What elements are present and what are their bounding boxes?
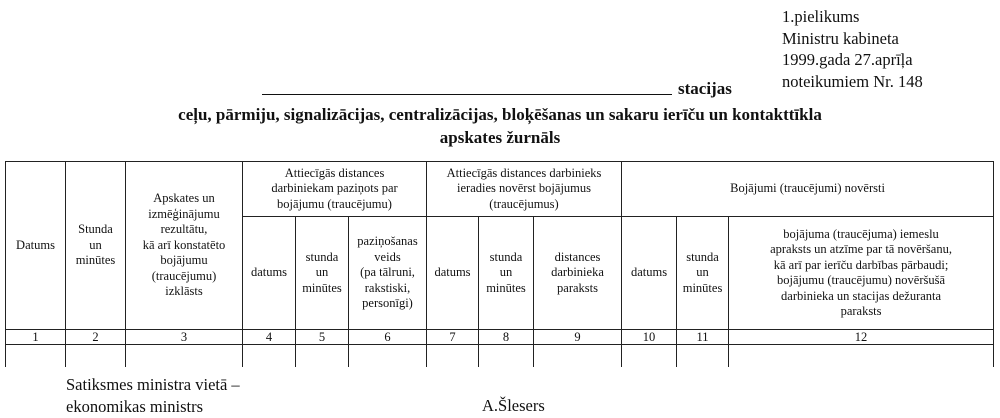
- journal-title: ceļu, pārmiju, signalizācijas, centralizācijas, bloķēšanas un sakaru ierīču un kontakttīkla: [178, 105, 822, 124]
- annex-date: 1999.gada 27.aprīļa: [782, 50, 913, 69]
- header-fault-description: bojājuma (traucējuma) iemeslu apraksts un atzīme par tā novēršanu, kā arī par ierīču darbības pārbaudi; bojājumu (traucējumu) novēršušā darbinieka un stacijas dežuranta paraksts: [729, 217, 994, 330]
- header-notification-method: paziņošanas veids (pa tālruni, rakstiski, personīgi): [349, 217, 427, 330]
- column-number: 6: [349, 330, 427, 345]
- signatory-position-line2: ekonomikas ministrs: [66, 397, 204, 416]
- signatory-position-line1: Satiksmes ministra vietā –: [66, 375, 240, 394]
- station-label: stacijas: [678, 79, 732, 98]
- annex-regulation-number: noteikumiem Nr. 148: [782, 71, 923, 91]
- empty-cell: [296, 345, 349, 368]
- empty-cell: [534, 345, 622, 368]
- header-fixed-date: datums: [622, 217, 677, 330]
- annex-reference: [782, 6, 923, 92]
- annex-issuer: Ministru kabineta: [782, 28, 899, 48]
- header-date: Datums: [6, 162, 66, 330]
- header-notified-date: datums: [243, 217, 296, 330]
- header-arrived-date: datums: [427, 217, 479, 330]
- empty-cell: [126, 345, 243, 368]
- header-group-arrived: Attiecīgās distances darbinieks ieradies novērst bojājumus (traucējumus): [427, 162, 622, 217]
- inspection-journal-table: [5, 161, 994, 367]
- column-number: 1: [6, 330, 66, 345]
- header-worker-signature: distances darbinieka paraksts: [534, 217, 622, 330]
- empty-cell: [677, 345, 729, 368]
- empty-cell: [66, 345, 126, 368]
- journal-subtitle: apskates žurnāls: [439, 128, 561, 147]
- station-name-blank-line: [262, 94, 672, 95]
- empty-cell: [427, 345, 479, 368]
- signatory-position: [66, 374, 240, 418]
- empty-cell: [622, 345, 677, 368]
- annex-number: 1.pielikums: [782, 7, 860, 26]
- column-number: 10: [622, 330, 677, 345]
- header-notified-time: stunda un minūtes: [296, 217, 349, 330]
- header-fixed-time: stunda un minūtes: [677, 217, 729, 330]
- empty-cell: [6, 345, 66, 368]
- empty-cell: [729, 345, 994, 368]
- column-number: 3: [126, 330, 243, 345]
- empty-cell: [349, 345, 427, 368]
- empty-cell: [243, 345, 296, 368]
- header-group-fixed: Bojājumi (traucējumi) novērsti: [622, 162, 994, 217]
- column-number: 11: [677, 330, 729, 345]
- column-number: 4: [243, 330, 296, 345]
- column-number: 7: [427, 330, 479, 345]
- header-inspection-results: Apskates un izmēģinājumu rezultātu, kā arī konstatēto bojājumu (traucējumu) izklāsts: [126, 162, 243, 330]
- signatory-name: A.Šlesers: [482, 396, 545, 415]
- column-number: 5: [296, 330, 349, 345]
- column-number: 8: [479, 330, 534, 345]
- header-arrived-time: stunda un minūtes: [479, 217, 534, 330]
- column-number: 9: [534, 330, 622, 345]
- header-group-notified: Attiecīgās distances darbiniekam paziņots par bojājumu (traucējumu): [243, 162, 427, 217]
- column-number: 2: [66, 330, 126, 345]
- empty-cell: [479, 345, 534, 368]
- header-hour-minutes: Stunda un minūtes: [66, 162, 126, 330]
- column-number: 12: [729, 330, 994, 345]
